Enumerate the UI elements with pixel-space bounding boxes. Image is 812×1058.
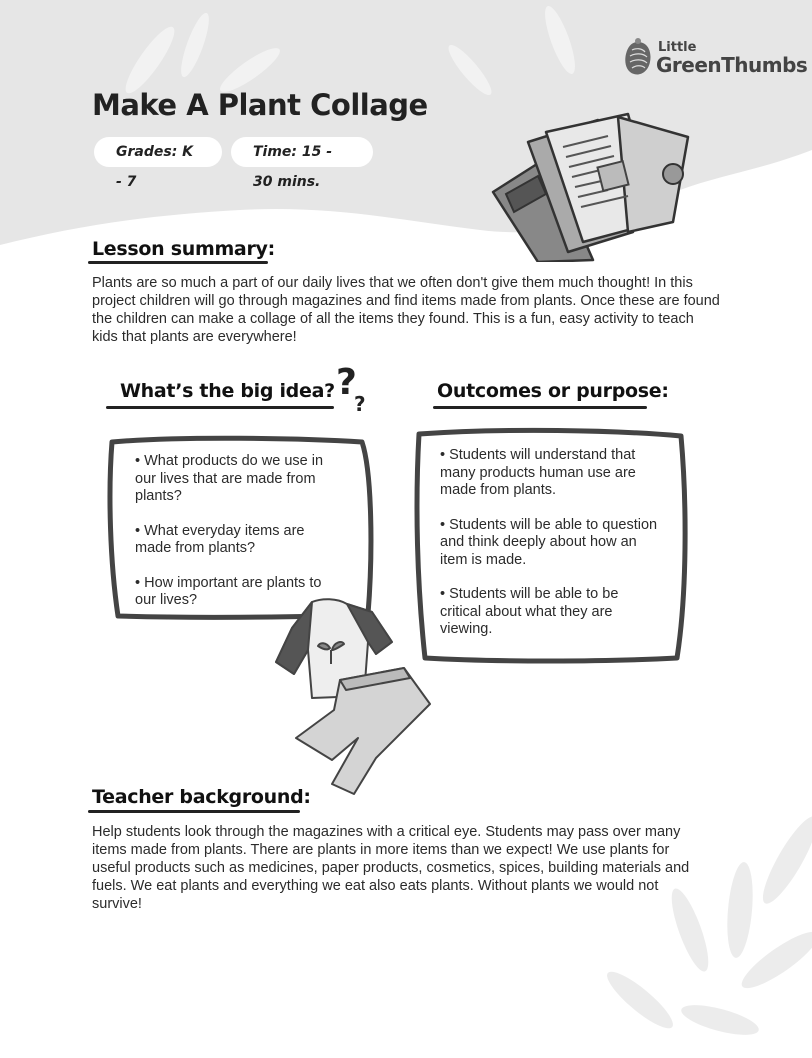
- lesson-summary-heading: Lesson summary:: [92, 238, 275, 260]
- brand-logo: [620, 38, 808, 82]
- outcome-item: • Students will be able to question and think deeply about how an item is made.: [440, 516, 658, 568]
- outcome-item: • Students will understand that many products human use are made from plants.: [440, 447, 636, 498]
- time-badge: Time: 15 - 30 mins.: [231, 137, 373, 167]
- question-marks-icon: ? ?: [336, 362, 366, 416]
- big-idea-item: • What everyday items are made from plants?: [135, 522, 305, 556]
- big-idea-underline: [106, 406, 334, 409]
- lesson-summary-underline: [88, 261, 268, 264]
- brand-name-small: Little: [658, 40, 697, 55]
- outcomes-list: [440, 447, 658, 656]
- clothes-illustration: [272, 598, 434, 798]
- big-idea-item: • What products do we use in our lives that are made from plants?: [135, 453, 324, 504]
- page-title: Make A Plant Collage: [92, 88, 428, 122]
- outcomes-underline: [433, 406, 647, 409]
- big-idea-item: • How important are plants to our lives?: [135, 574, 322, 608]
- magazines-illustration: [488, 112, 700, 262]
- outcomes-heading: Outcomes or purpose:: [437, 380, 669, 402]
- teacher-background-text: Help students look through the magazines with a critical eye. Students may pass over many items made from plants. There are plants in more items than we expect! We use plants for useful products such as medicines, paper products, cosmetics, spices, building materials and fuels. We eat plants and everything we eat also eats plants. Without plants we would not survive!: [92, 824, 690, 912]
- teacher-background-underline: [88, 810, 300, 813]
- big-idea-heading: What’s the big idea?: [120, 380, 335, 402]
- outcome-item: • Students will be able to be critical about what they are viewing.: [440, 586, 619, 637]
- lesson-summary-text: Plants are so much a part of our daily lives that we often don't give them much thought! In this project children will go through magazines and find items made from plants. Once these are found the children can make a collage of all the items they found. This is a fun, easy activity to teach kids that plants are everywhere!: [92, 275, 720, 345]
- teacher-background-heading: Teacher background:: [92, 786, 311, 808]
- brand-name: GreenThumbs: [656, 53, 808, 77]
- logo-icon: [620, 38, 656, 78]
- grades-badge: Grades: K - 7: [94, 137, 222, 167]
